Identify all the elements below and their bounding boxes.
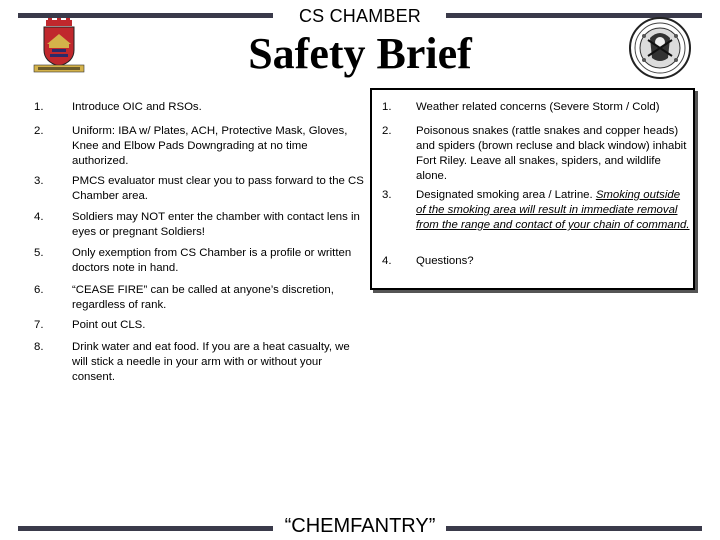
item-number: 4. — [34, 211, 44, 223]
item-text: Poisonous snakes (rattle snakes and copper heads) and spiders (brown recluse and black window) inhabit Fort Riley. Leave all snakes, spiders, and wildlife alone. — [416, 125, 687, 182]
list-item — [34, 246, 364, 276]
item-text: PMCS evaluator must clear you to pass forward to the CS Chamber area. — [72, 175, 364, 202]
item-number: 7. — [34, 319, 44, 331]
item-number: 3. — [34, 175, 44, 187]
item-text: Weather related concerns (Severe Storm / Cold) — [416, 101, 660, 113]
item-number: 6. — [34, 284, 44, 296]
item-text: “CEASE FIRE” can be called at anyone’s discretion, regardless of rank. — [72, 284, 334, 311]
safety-list-left — [20, 88, 370, 393]
footer-motto: “CHEMFANTRY” — [284, 515, 436, 537]
item-text: Soldiers may NOT enter the chamber with contact lens in eyes or pregnant Soldiers! — [72, 211, 360, 238]
list-item — [382, 254, 690, 269]
hazards-box — [370, 88, 695, 290]
list-item — [34, 283, 364, 313]
item-number: 2. — [34, 125, 44, 137]
list-item — [34, 124, 364, 169]
chemical-corps-emblem-icon — [628, 16, 692, 80]
item-text: Introduce OIC and RSOs. — [72, 101, 202, 113]
page-title: Safety Brief — [248, 29, 472, 78]
list-item — [34, 210, 364, 240]
smoking-area-text: Designated smoking area / Latrine. — [416, 189, 593, 201]
item-number: 3. — [382, 189, 392, 201]
item-number: 4. — [382, 255, 392, 267]
item-number: 1. — [382, 101, 392, 113]
item-number: 8. — [34, 341, 44, 353]
item-text: Questions? — [416, 255, 474, 267]
header-subtitle: CS CHAMBER — [298, 6, 421, 26]
list-item — [34, 318, 364, 333]
smoking-warning-text: Smoking outside of the smoking area will result in immediate removal from the range and contact of your chain of command. — [416, 189, 690, 231]
list-item — [34, 174, 364, 204]
item-text: Drink water and eat food. If you are a heat casualty, we will stick a needle in your arm with or without your consent. — [72, 341, 350, 383]
unit-crest-icon — [28, 18, 90, 74]
list-item — [382, 188, 690, 233]
item-number: 2. — [382, 125, 392, 137]
item-text — [416, 188, 690, 233]
list-item — [34, 100, 364, 115]
item-number: 5. — [34, 247, 44, 259]
item-text: Point out CLS. — [72, 319, 146, 331]
list-item — [382, 124, 690, 184]
item-text: Uniform: IBA w/ Plates, ACH, Protective Mask, Gloves, Knee and Elbow Pads Downgrading at no time authorized. — [72, 125, 348, 167]
item-text: Only exemption from CS Chamber is a profile or written doctors note in hand. — [72, 247, 352, 274]
item-number: 1. — [34, 101, 44, 113]
list-item — [34, 340, 364, 385]
list-item — [382, 100, 690, 115]
